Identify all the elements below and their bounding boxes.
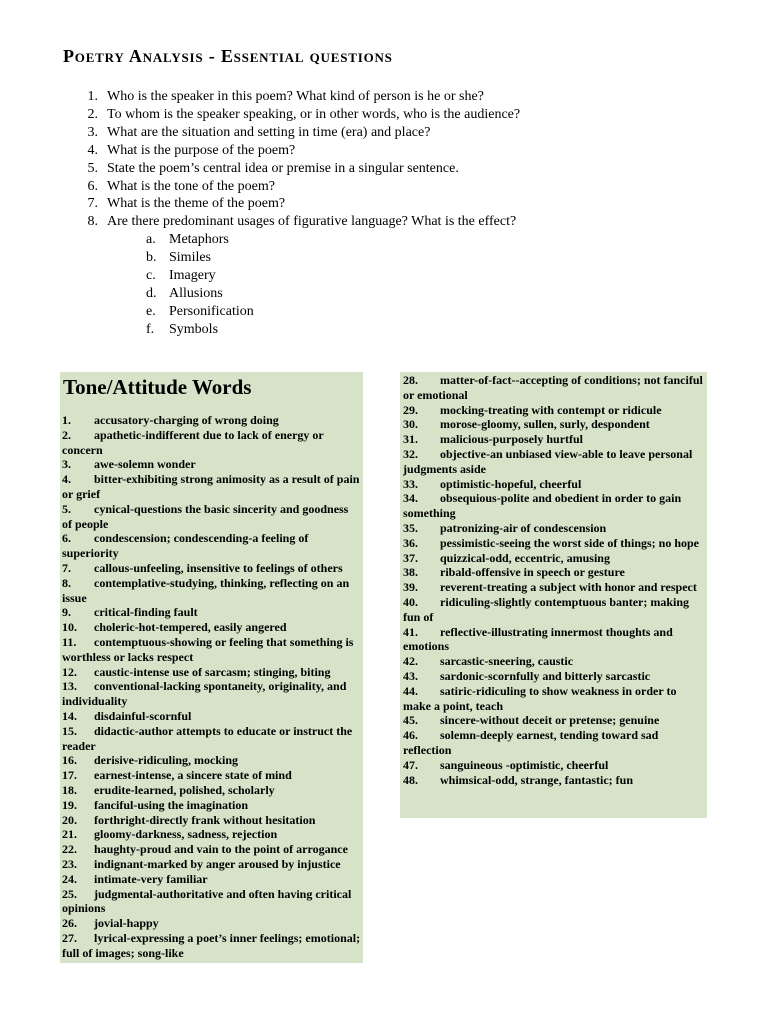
tone-word-item bbox=[400, 625, 707, 655]
tone-word-definition: whimsical-odd, strange, fantastic; fun bbox=[440, 772, 634, 787]
tone-word-number: 16. bbox=[62, 753, 77, 768]
tone-word-item bbox=[60, 753, 363, 768]
question-item bbox=[63, 106, 663, 124]
tone-word-number: 19. bbox=[62, 797, 77, 812]
tone-word-number: 22. bbox=[62, 842, 77, 857]
tone-word-number: 4. bbox=[62, 472, 71, 487]
question-item bbox=[63, 142, 663, 160]
tone-word-item bbox=[60, 635, 363, 665]
tone-word-number: 3. bbox=[62, 457, 71, 472]
tone-word-number: 42. bbox=[403, 654, 418, 669]
tone-words-heading: Tone/Attitude Words bbox=[63, 375, 252, 399]
tone-word-definition: ribald-offensive in speech or gesture bbox=[440, 565, 625, 580]
figurative-text: Symbols bbox=[169, 321, 219, 337]
essential-questions-list bbox=[63, 88, 663, 339]
tone-word-number: 11. bbox=[62, 634, 77, 649]
tone-word-number: 45. bbox=[403, 713, 418, 728]
tone-word-item bbox=[60, 798, 363, 813]
tone-word-number: 25. bbox=[62, 886, 77, 901]
tone-word-definition: disdainful-scornful bbox=[94, 708, 192, 723]
tone-word-number: 36. bbox=[403, 535, 418, 550]
tone-word-item bbox=[400, 713, 707, 728]
tone-word-number: 10. bbox=[62, 620, 77, 635]
tone-words-box-right bbox=[400, 372, 707, 818]
question-text: To whom is the speaker speaking, or in other words, who is the audience? bbox=[107, 106, 521, 122]
question-number: 1. bbox=[87, 89, 98, 104]
tone-word-number: 47. bbox=[403, 757, 418, 772]
tone-word-number: 23. bbox=[62, 856, 77, 871]
tone-word-number: 12. bbox=[62, 664, 77, 679]
tone-word-number: 21. bbox=[62, 827, 77, 842]
figurative-item bbox=[63, 321, 663, 339]
question-number: 3. bbox=[87, 124, 98, 140]
tone-word-item bbox=[60, 709, 363, 724]
tone-word-definition: intimate-very familiar bbox=[94, 871, 208, 886]
tone-word-item bbox=[60, 813, 363, 828]
tone-word-definition: conventional-lacking spontaneity, originality, and individuality bbox=[62, 679, 347, 709]
tone-word-item bbox=[400, 373, 707, 403]
tone-word-definition: malicious-purposely hurtful bbox=[440, 432, 584, 447]
tone-word-item bbox=[400, 565, 707, 580]
tone-word-number: 7. bbox=[62, 560, 71, 575]
tone-word-item bbox=[400, 551, 707, 566]
figurative-letter: b. bbox=[146, 250, 157, 266]
tone-word-number: 13. bbox=[62, 679, 77, 694]
tone-word-item bbox=[400, 654, 707, 669]
tone-word-definition: sincere-without deceit or pretense; genuine bbox=[440, 713, 660, 728]
tone-word-definition: judgmental-authoritative and often having critical opinions bbox=[62, 886, 352, 916]
question-number: 5. bbox=[87, 160, 98, 176]
tone-word-definition: didactic-author attempts to educate or instruct the reader bbox=[62, 723, 353, 753]
tone-word-item bbox=[400, 595, 707, 625]
figurative-item bbox=[63, 285, 663, 303]
tone-word-number: 40. bbox=[403, 594, 418, 609]
figurative-text: Personification bbox=[169, 303, 254, 319]
tone-word-item bbox=[400, 447, 707, 477]
tone-word-definition: mocking-treating with contempt or ridicule bbox=[440, 402, 662, 417]
tone-word-number: 1. bbox=[62, 413, 71, 427]
tone-word-number: 48. bbox=[403, 772, 418, 787]
question-text: Who is the speaker in this poem? What kind of person is he or she? bbox=[107, 89, 484, 104]
figurative-text: Allusions bbox=[169, 285, 223, 301]
tone-word-item bbox=[60, 768, 363, 783]
question-number: 7. bbox=[87, 196, 98, 212]
tone-word-item bbox=[60, 783, 363, 798]
tone-word-definition: sarcastic-sneering, caustic bbox=[440, 654, 574, 669]
figurative-text: Imagery bbox=[169, 268, 216, 284]
tone-word-item bbox=[60, 679, 363, 709]
tone-word-definition: apathetic-indifferent due to lack of energy or concern bbox=[62, 427, 324, 457]
tone-word-number: 5. bbox=[62, 501, 71, 516]
figurative-text: Metaphors bbox=[169, 232, 229, 248]
tone-word-item bbox=[400, 403, 707, 418]
tone-word-item bbox=[400, 758, 707, 773]
tone-word-definition: indignant-marked by anger aroused by injustice bbox=[94, 856, 341, 871]
tone-word-item bbox=[400, 521, 707, 536]
tone-word-number: 28. bbox=[403, 373, 418, 387]
figurative-item bbox=[63, 303, 663, 321]
tone-word-item bbox=[60, 561, 363, 576]
question-text: What are the situation and setting in time (era) and place? bbox=[107, 124, 431, 140]
tone-word-definition: objective-an unbiased view-able to leave personal judgments aside bbox=[403, 446, 693, 476]
question-number: 4. bbox=[87, 142, 98, 158]
tone-word-definition: bitter-exhibiting strong animosity as a result of pain or grief bbox=[62, 472, 360, 501]
tone-word-definition: critical-finding fault bbox=[94, 605, 198, 620]
tone-words-list-right bbox=[400, 373, 707, 787]
tone-word-number: 39. bbox=[403, 580, 418, 595]
tone-word-definition: patronizing-air of condescension bbox=[440, 520, 607, 535]
question-text: What is the purpose of the poem? bbox=[107, 142, 296, 158]
figurative-item bbox=[63, 231, 663, 249]
figurative-language-list bbox=[63, 231, 663, 338]
tone-word-definition: lyrical-expressing a poet’s inner feelings; emotional; full of images; song-like bbox=[62, 930, 361, 960]
tone-word-item bbox=[60, 457, 363, 472]
tone-word-number: 30. bbox=[403, 417, 418, 432]
tone-word-number: 8. bbox=[62, 575, 71, 590]
tone-word-definition: accusatory-charging of wrong doing bbox=[94, 413, 279, 427]
page-title: Poetry Analysis - Essential questions bbox=[63, 46, 393, 66]
tone-word-number: 37. bbox=[403, 550, 418, 565]
tone-word-item bbox=[400, 684, 707, 714]
tone-word-definition: optimistic-hopeful, cheerful bbox=[440, 476, 582, 491]
figurative-letter: d. bbox=[146, 285, 157, 301]
tone-word-item bbox=[400, 773, 707, 788]
tone-word-item bbox=[60, 916, 363, 931]
tone-word-item bbox=[400, 491, 707, 521]
tone-word-item bbox=[400, 580, 707, 595]
tone-word-item bbox=[400, 669, 707, 684]
tone-word-number: 26. bbox=[62, 916, 77, 931]
question-item bbox=[63, 160, 663, 178]
tone-word-number: 14. bbox=[62, 708, 77, 723]
tone-word-definition: pessimistic-seeing the worst side of things; no hope bbox=[440, 535, 700, 550]
tone-word-item bbox=[60, 887, 363, 917]
tone-word-item bbox=[60, 842, 363, 857]
question-text: What is the tone of the poem? bbox=[107, 178, 275, 194]
tone-word-definition: caustic-intense use of sarcasm; stinging, biting bbox=[94, 664, 331, 679]
tone-word-item bbox=[60, 724, 363, 754]
figurative-text: Similes bbox=[169, 250, 212, 266]
tone-word-item bbox=[60, 531, 363, 561]
tone-word-definition: fanciful-using the imagination bbox=[94, 797, 249, 812]
tone-word-definition: contemplative-studying, thinking, reflecting on an issue bbox=[62, 575, 350, 605]
tone-word-item bbox=[400, 477, 707, 492]
tone-word-number: 33. bbox=[403, 476, 418, 491]
tone-words-list-left bbox=[60, 413, 363, 960]
tone-word-definition: earnest-intense, a sincere state of mind bbox=[94, 768, 292, 783]
tone-word-definition: solemn-deeply earnest, tending toward sad reflection bbox=[403, 728, 659, 757]
tone-word-number: 27. bbox=[62, 930, 77, 945]
question-text: What is the theme of the poem? bbox=[107, 196, 286, 212]
tone-word-item bbox=[400, 536, 707, 551]
tone-word-item bbox=[400, 728, 707, 758]
tone-word-definition: satiric-ridiculing to show weakness in order to make a point, teach bbox=[403, 683, 677, 713]
tone-word-number: 2. bbox=[62, 427, 71, 442]
tone-word-item bbox=[60, 428, 363, 458]
figurative-item bbox=[63, 267, 663, 285]
tone-word-item bbox=[60, 413, 363, 428]
tone-word-number: 43. bbox=[403, 668, 418, 683]
tone-word-definition: ridiculing-slightly contemptuous banter; making fun of bbox=[403, 594, 690, 624]
tone-word-definition: cynical-questions the basic sincerity and goodness of people bbox=[62, 501, 349, 531]
tone-word-number: 9. bbox=[62, 605, 71, 620]
tone-word-definition: derisive-ridiculing, mocking bbox=[94, 753, 238, 768]
tone-word-item bbox=[60, 827, 363, 842]
tone-word-definition: reverent-treating a subject with honor and respect bbox=[440, 580, 697, 595]
tone-word-definition: jovial-happy bbox=[94, 916, 159, 931]
figurative-letter: e. bbox=[146, 303, 156, 319]
figurative-item bbox=[63, 249, 663, 267]
tone-word-definition: forthright-directly frank without hesitation bbox=[94, 812, 316, 827]
question-number: 2. bbox=[87, 106, 98, 122]
tone-word-definition: sanguineous -optimistic, cheerful bbox=[440, 757, 609, 772]
tone-word-definition: sardonic-scornfully and bitterly sarcastic bbox=[440, 668, 651, 683]
question-item bbox=[63, 88, 663, 106]
tone-word-number: 31. bbox=[403, 432, 418, 447]
question-number: 6. bbox=[87, 178, 98, 194]
tone-word-item bbox=[60, 620, 363, 635]
tone-word-item bbox=[400, 432, 707, 447]
tone-word-definition: matter-of-fact--accepting of conditions; not fanciful or emotional bbox=[403, 373, 703, 402]
tone-word-number: 44. bbox=[403, 683, 418, 698]
question-text: Are there predominant usages of figurative language? What is the effect? bbox=[107, 214, 517, 230]
figurative-letter: f. bbox=[146, 321, 155, 337]
tone-word-definition: awe-solemn wonder bbox=[94, 457, 196, 472]
tone-word-definition: choleric-hot-tempered, easily angered bbox=[94, 620, 287, 635]
figurative-letter: a. bbox=[146, 232, 156, 248]
tone-word-number: 20. bbox=[62, 812, 77, 827]
tone-word-item bbox=[60, 605, 363, 620]
tone-word-number: 41. bbox=[403, 624, 418, 639]
tone-word-definition: callous-unfeeling, insensitive to feelings of others bbox=[94, 560, 343, 575]
tone-word-number: 17. bbox=[62, 768, 77, 783]
tone-word-number: 38. bbox=[403, 565, 418, 580]
tone-word-definition: obsequious-polite and obedient in order to gain something bbox=[403, 491, 682, 521]
tone-word-definition: erudite-learned, polished, scholarly bbox=[94, 782, 275, 797]
question-item bbox=[63, 178, 663, 196]
tone-word-number: 32. bbox=[403, 446, 418, 461]
tone-word-definition: condescension; condescending-a feeling of superiority bbox=[62, 531, 309, 561]
tone-word-item bbox=[60, 472, 363, 502]
tone-word-item bbox=[60, 857, 363, 872]
tone-word-number: 29. bbox=[403, 402, 418, 417]
tone-word-definition: quizzical-odd, eccentric, amusing bbox=[440, 550, 610, 565]
tone-word-number: 34. bbox=[403, 491, 418, 506]
tone-word-number: 46. bbox=[403, 728, 418, 743]
tone-word-number: 15. bbox=[62, 723, 77, 738]
question-text: State the poem’s central idea or premise in a singular sentence. bbox=[107, 160, 459, 176]
question-item bbox=[63, 195, 663, 213]
tone-word-definition: gloomy-darkness, sadness, rejection bbox=[94, 827, 278, 842]
question-item bbox=[63, 213, 663, 231]
figurative-letter: c. bbox=[146, 268, 156, 284]
tone-word-number: 6. bbox=[62, 531, 71, 546]
tone-word-item bbox=[60, 502, 363, 532]
tone-word-number: 35. bbox=[403, 520, 418, 535]
tone-word-definition: contemptuous-showing or feeling that something is worthless or lacks respect bbox=[62, 634, 354, 664]
tone-word-item bbox=[60, 576, 363, 606]
tone-word-definition: haughty-proud and vain to the point of arrogance bbox=[94, 842, 348, 857]
tone-word-item bbox=[60, 665, 363, 680]
tone-words-box-left bbox=[60, 372, 363, 963]
tone-word-number: 18. bbox=[62, 782, 77, 797]
tone-word-definition: reflective-illustrating innermost thoughts and emotions bbox=[403, 624, 673, 654]
tone-word-item bbox=[60, 931, 363, 961]
question-item bbox=[63, 124, 663, 142]
tone-word-number: 24. bbox=[62, 871, 77, 886]
question-number: 8. bbox=[87, 214, 98, 230]
tone-word-item bbox=[400, 417, 707, 432]
tone-word-item bbox=[60, 872, 363, 887]
tone-word-definition: morose-gloomy, sullen, surly, despondent bbox=[440, 417, 650, 432]
